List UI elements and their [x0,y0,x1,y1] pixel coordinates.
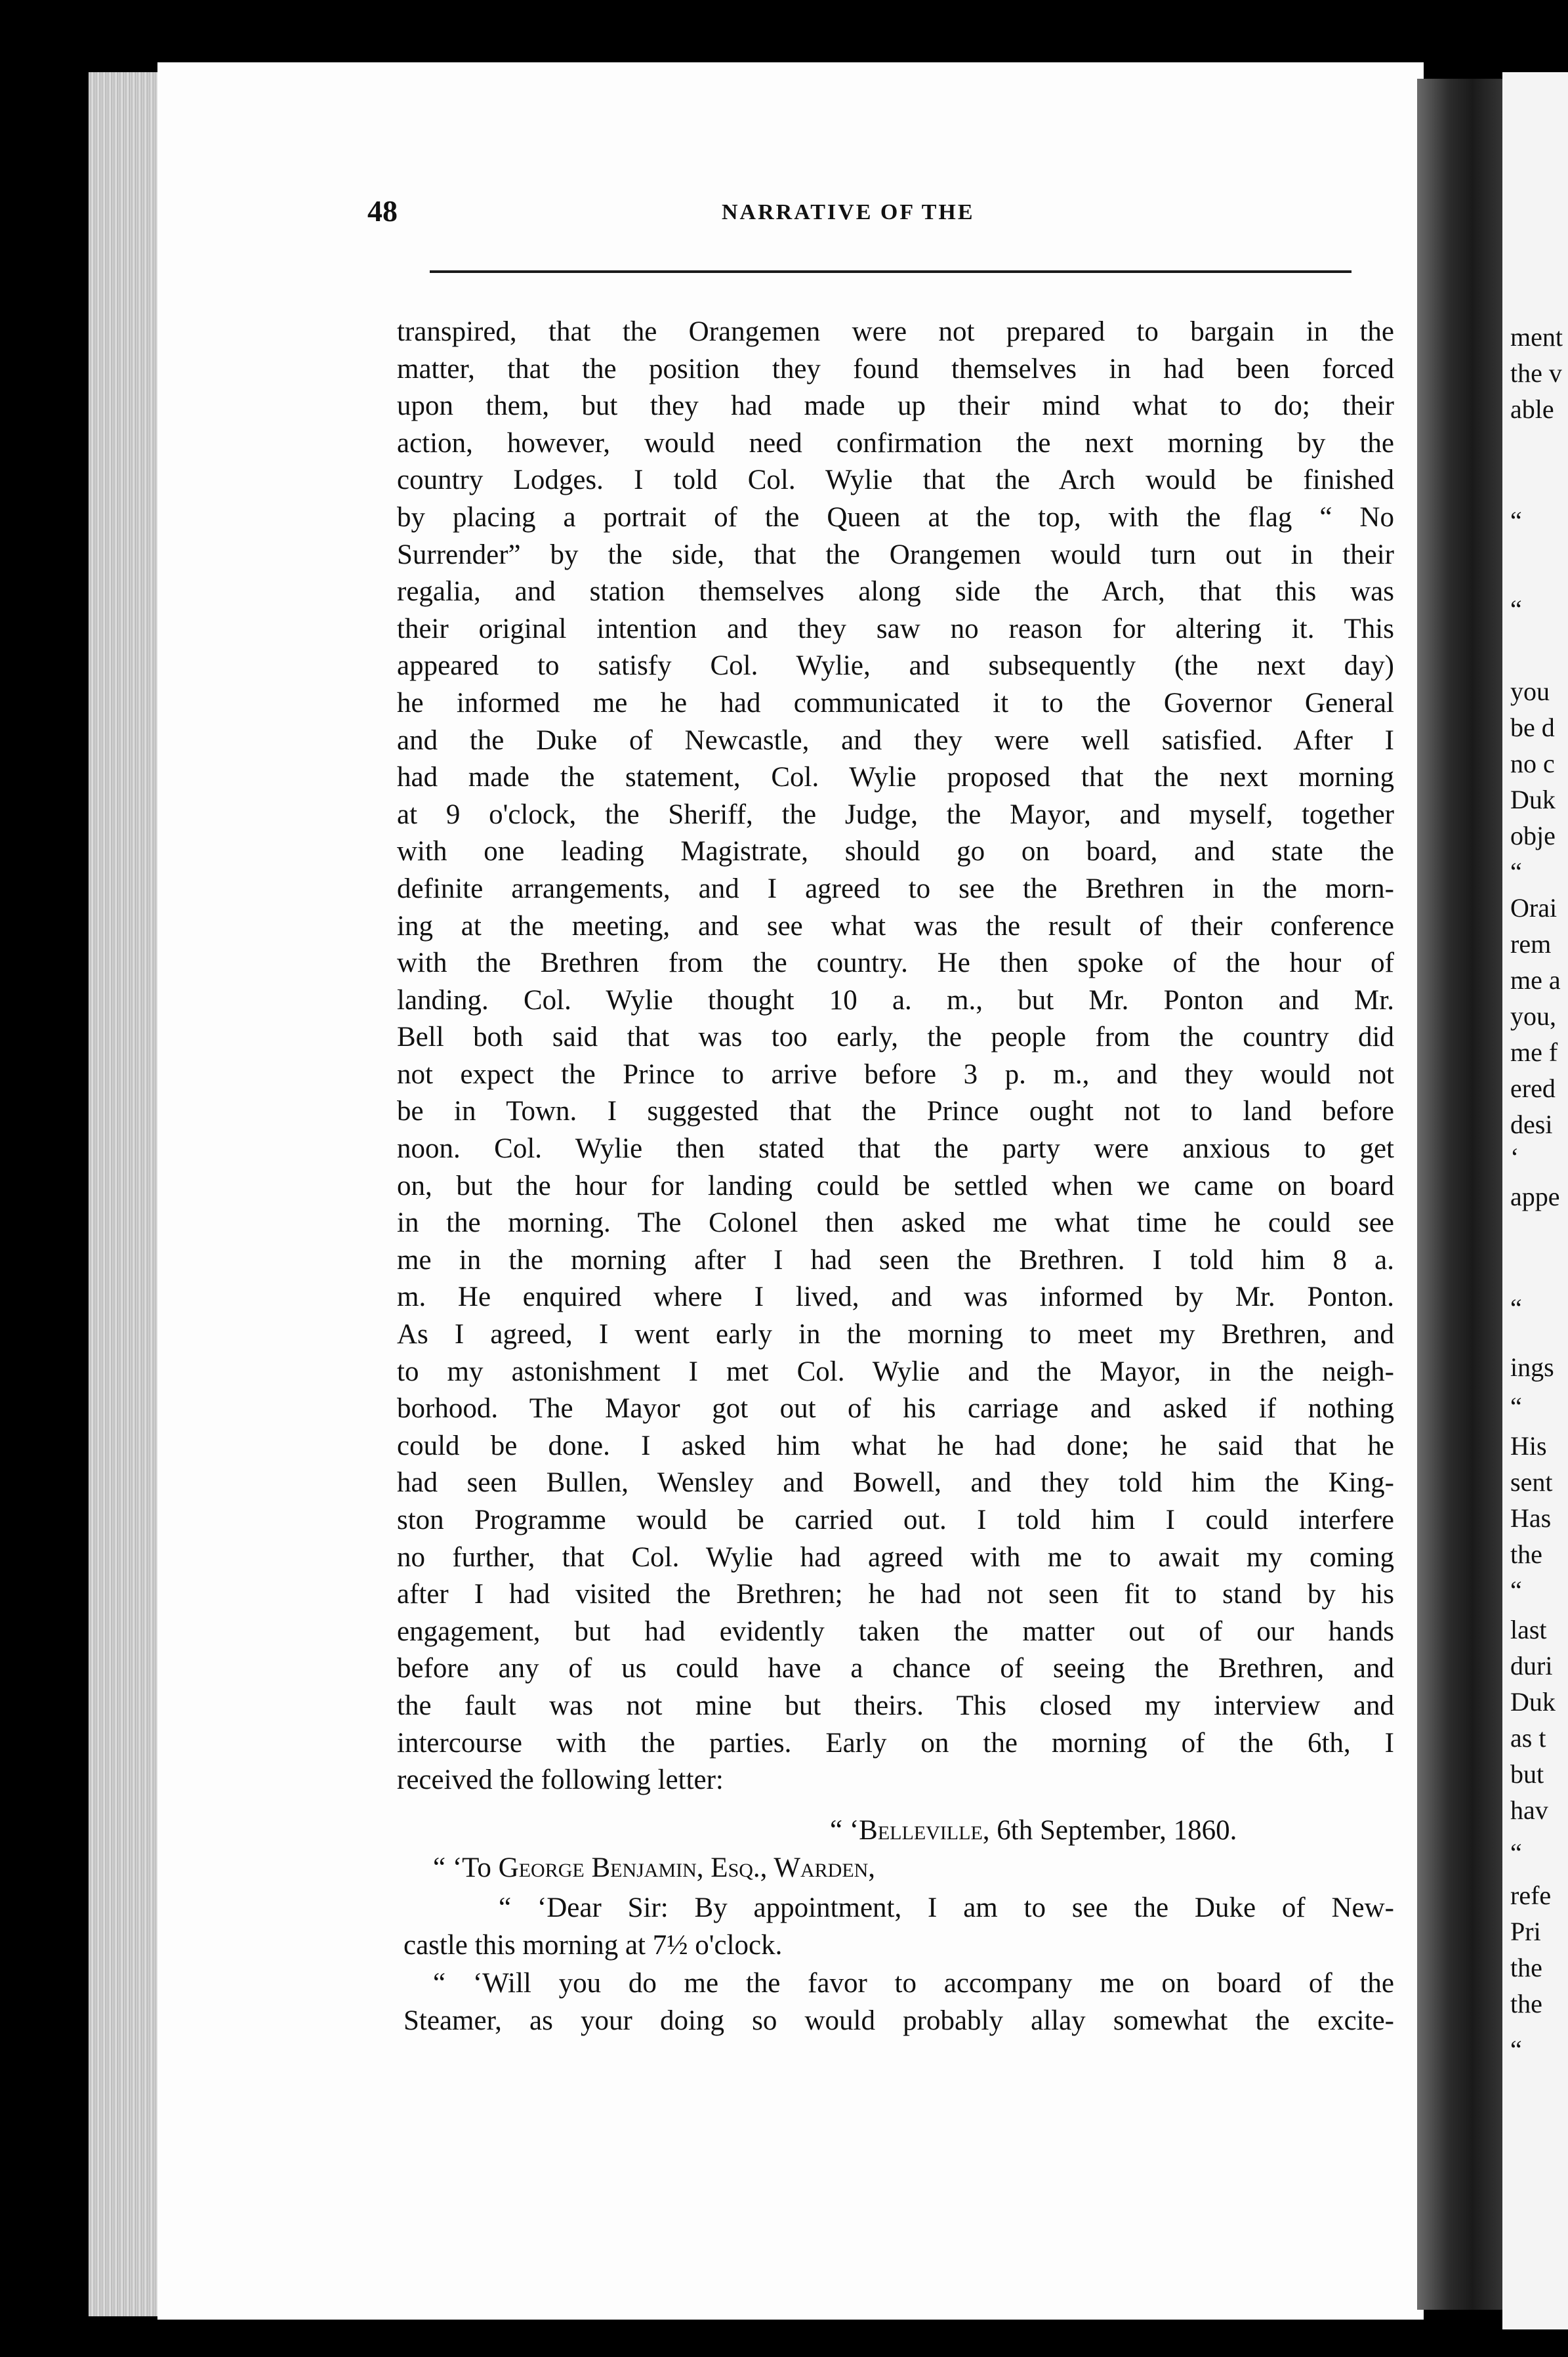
text-line: transpired, that the Orangemen were not prepared to bargain in the [397,316,1394,347]
facing-page-fragment: His [1510,1431,1547,1461]
facing-page-fragment: duri [1510,1651,1553,1680]
letter-dateline [830,1814,1237,1846]
facing-page-fragment: Orai [1510,893,1558,923]
facing-page-fragment: Has [1510,1503,1552,1533]
letter-to-name: George Benjamin, Esq., Warden, [498,1852,876,1883]
facing-page-fragment: me f [1510,1037,1558,1067]
facing-page-fragment: Pri [1510,1917,1541,1946]
text-line: country Lodges. I told Col. Wylie that the Arch would be finished [397,465,1394,496]
text-line: Surrender” by the side, that the Orangemen would turn out in their [397,539,1394,570]
facing-page-fragment: rem [1510,929,1552,959]
running-title: NARRATIVE OF THE [722,200,975,224]
facing-page-fragment: you, [1510,1001,1556,1031]
facing-page-fragment: hav [1510,1795,1548,1825]
text-line: Bell both said that was too early, the people from the country did [397,1022,1394,1053]
text-line: not expect the Prince to arrive before 3 p. m., and they would not [397,1058,1394,1090]
facing-page-fragment: ings [1510,1352,1554,1382]
text-line: before any of us could have a chance of seeing the Brethren, and [397,1653,1394,1684]
facing-page-fragment: the [1510,1989,1542,2018]
text-line: be in Town. I suggested that the Prince ought not to land before [397,1096,1394,1127]
facing-page-fragment: ment [1510,322,1563,352]
text-line: regalia, and station themselves along side the Arch, that this was [397,576,1394,608]
facing-page-fragment: appe [1510,1182,1560,1211]
text-line: had seen Bullen, Wensley and Bowell, and they told him the King- [397,1467,1394,1499]
text-line: had made the statement, Col. Wylie proposed that the next morning [397,762,1394,793]
book-page-edges [89,72,161,2316]
text-line: could be done. I asked him what he had done; he said that he [397,1430,1394,1461]
facing-page-fragment: last [1510,1615,1547,1644]
text-line: and the Duke of Newcastle, and they were well satisfied. After I [397,724,1394,756]
facing-page-fragment: “ [1510,594,1522,624]
text-line: landing. Col. Wylie thought 10 a. m., but Mr. Ponton and Mr. [397,984,1394,1016]
facing-page-fragment: “ [1510,857,1522,886]
letter-line: castle this morning at 7½ o'clock. [403,1929,783,1961]
facing-page-fragment: refe [1510,1881,1552,1910]
text-line: received the following letter: [397,1764,724,1796]
text-line: the fault was not mine but theirs. This closed my interview and [397,1690,1394,1721]
facing-page-fragment: you [1510,677,1550,706]
text-line: after I had visited the Brethren; he had not seen fit to stand by his [397,1579,1394,1610]
facing-page-fragment: desi [1510,1110,1553,1139]
facing-page-fragment: sent [1510,1467,1553,1497]
facing-page-fragment: “ [1510,1392,1522,1421]
letter-date-prefix: “ ‘ [830,1815,859,1846]
book-gutter-shadow [1417,79,1509,2310]
letter-to-prefix: “ ‘To [433,1852,499,1883]
text-line: with the Brethren from the country. He then spoke of the hour of [397,948,1394,979]
facing-page-fragment: “ [1510,2035,1522,2064]
text-line: noon. Col. Wylie then stated that the party were anxious to get [397,1133,1394,1165]
text-line: by placing a portrait of the Queen at the top, with the flag “ No [397,501,1394,533]
text-line: engagement, but had evidently taken the matter out of our hands [397,1616,1394,1647]
facing-page-fragment: but [1510,1759,1544,1789]
text-line: ston Programme would be carried out. I told him I could interfere [397,1505,1394,1535]
text-line: definite arrangements, and I agreed to see the Brethren in the morn- [397,873,1394,904]
text-line: to my astonishment I met Col. Wylie and the Mayor, in the neigh- [397,1356,1394,1387]
letter-date-place: Belleville [859,1815,983,1846]
text-line: action, however, would need confirmation the next morning by the [397,427,1394,459]
facing-page-fragment: able [1510,394,1554,424]
text-line: m. He enquired where I lived, and was informed by Mr. Ponton. [397,1282,1394,1313]
text-line: matter, that the position they found themselves in had been forced [397,353,1394,385]
facing-page-fragment: ‘ [1510,1142,1519,1172]
facing-page-fragment: Duk [1510,1687,1556,1717]
facing-page-fragment: “ [1510,1575,1522,1605]
facing-page-fragment: be d [1510,713,1555,742]
header-rule [430,270,1351,273]
text-line: As I agreed, I went early in the morning to meet my Brethren, and [397,1319,1394,1350]
text-line: in the morning. The Colonel then asked me what time he could see [397,1207,1394,1239]
text-line: me in the morning after I had seen the Brethren. I told him 8 a. [397,1244,1394,1276]
facing-page-fragment: the [1510,1953,1542,1982]
text-line: appeared to satisfy Col. Wylie, and subsequently (the next day) [397,650,1394,682]
letter-date-rest: , 6th September, 1860. [982,1815,1237,1846]
text-line: their original intention and they saw no reason for altering it. This [397,613,1394,644]
letter-line: “ ‘Will you do me the favor to accompany me on board of the [433,1968,1394,1999]
running-head [367,194,1450,240]
facing-page-fragment: Duk [1510,785,1556,814]
text-line: at 9 o'clock, the Sheriff, the Judge, the Mayor, and myself, together [397,799,1394,830]
facing-page-fragment: obje [1510,821,1556,850]
facing-page-fragment: ered [1510,1074,1556,1103]
facing-page-fragment: “ [1510,506,1522,535]
letter-paragraph-1 [403,1890,1394,1964]
letter-line: Steamer, as your doing so would probably allay somewhat the excite- [403,2005,1394,2036]
facing-page-fragment: the v [1510,358,1562,388]
facing-page [1502,72,1568,2329]
facing-page-fragment: “ [1510,1838,1522,1867]
text-line: intercourse with the parties. Early on the morning of the 6th, I [397,1727,1394,1759]
letter-addressee [433,1852,875,1884]
text-line: on, but the hour for landing could be settled when we came on board [397,1170,1394,1201]
letter-line: “ ‘Dear Sir: By appointment, I am to see the Duke of New- [499,1892,1394,1923]
page-number: 48 [367,194,398,228]
text-line: he informed me he had communicated it to the Governor General [397,687,1394,719]
facing-page-fragment: me a [1510,965,1561,995]
letter-paragraph-2 [403,1965,1394,2039]
body-text [397,314,1394,1799]
facing-page-fragment: the [1510,1539,1542,1569]
text-line: with one leading Magistrate, should go on board, and state the [397,836,1394,867]
text-line: borhood. The Mayor got out of his carriage and asked if nothing [397,1393,1394,1425]
text-line: upon them, but they had made up their mind what to do; their [397,390,1394,422]
facing-page-fragment: as t [1510,1723,1546,1753]
facing-page-fragment: “ [1510,1293,1522,1323]
facing-page-fragment: no c [1510,749,1555,778]
text-line: ing at the meeting, and see what was the result of their conference [397,910,1394,942]
text-line: no further, that Col. Wylie had agreed with me to await my coming [397,1541,1394,1573]
